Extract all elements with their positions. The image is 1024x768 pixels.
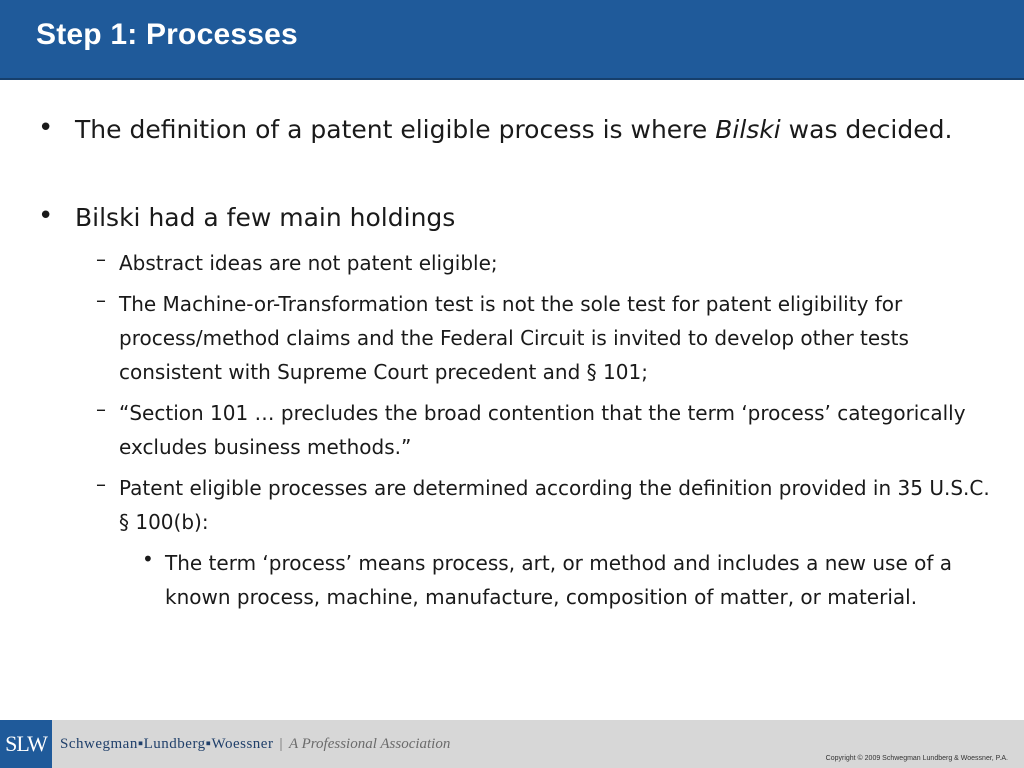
sub-bullet-marker: •: [142, 547, 154, 571]
firm-name-line: [60, 736, 450, 753]
bilski-italic: Bilski: [715, 115, 781, 144]
bullet-definition-text: The definition of a patent eligible process is where: [75, 115, 716, 144]
copyright-notice: Copyright © 2009 Schwegman Lundberg & Woessner, P.A.: [825, 755, 1008, 762]
bullet-marker: •: [38, 113, 54, 143]
process-definition-quote: The term ‘process’ means process, art, or method and includes a new use of a known process, machine, manufacture, composition of matter, or material.: [165, 551, 953, 609]
holding-definition-100b: Patent eligible processes are determined according the definition provided in 35 U.S.C. § 100(b):: [119, 476, 990, 534]
slide-title: Step 1: Processes: [36, 18, 298, 51]
bullet-marker: •: [38, 201, 54, 231]
slw-logo: SLW: [0, 720, 52, 768]
dash-marker: –: [96, 247, 106, 271]
dash-marker: –: [96, 288, 106, 312]
dash-marker: –: [96, 472, 106, 496]
title-bar: [0, 0, 1024, 80]
dash-marker: –: [96, 397, 106, 421]
firm-separator: |: [279, 736, 283, 752]
bullet-definition: [75, 110, 995, 150]
holding-section-101-quote: “Section 101 … precludes the broad contention that the term ‘process’ categorically excludes business methods.”: [119, 401, 966, 459]
firm-name: Schwegman▪Lundberg▪Woessner: [60, 736, 274, 752]
bullet-definition-tail: was decided.: [780, 115, 953, 144]
firm-tagline: A Professional Association: [288, 736, 451, 752]
holding-mot-test: The Machine-or-Transformation test is not the sole test for patent eligibility for process/method claims and the Federal Circuit is invited to develop other tests consistent with Supreme Court precedent and § 101;: [119, 292, 909, 384]
holding-abstract-ideas: Abstract ideas are not patent eligible;: [119, 251, 498, 275]
bullet-holdings: Bilski had a few main holdings: [75, 203, 456, 232]
